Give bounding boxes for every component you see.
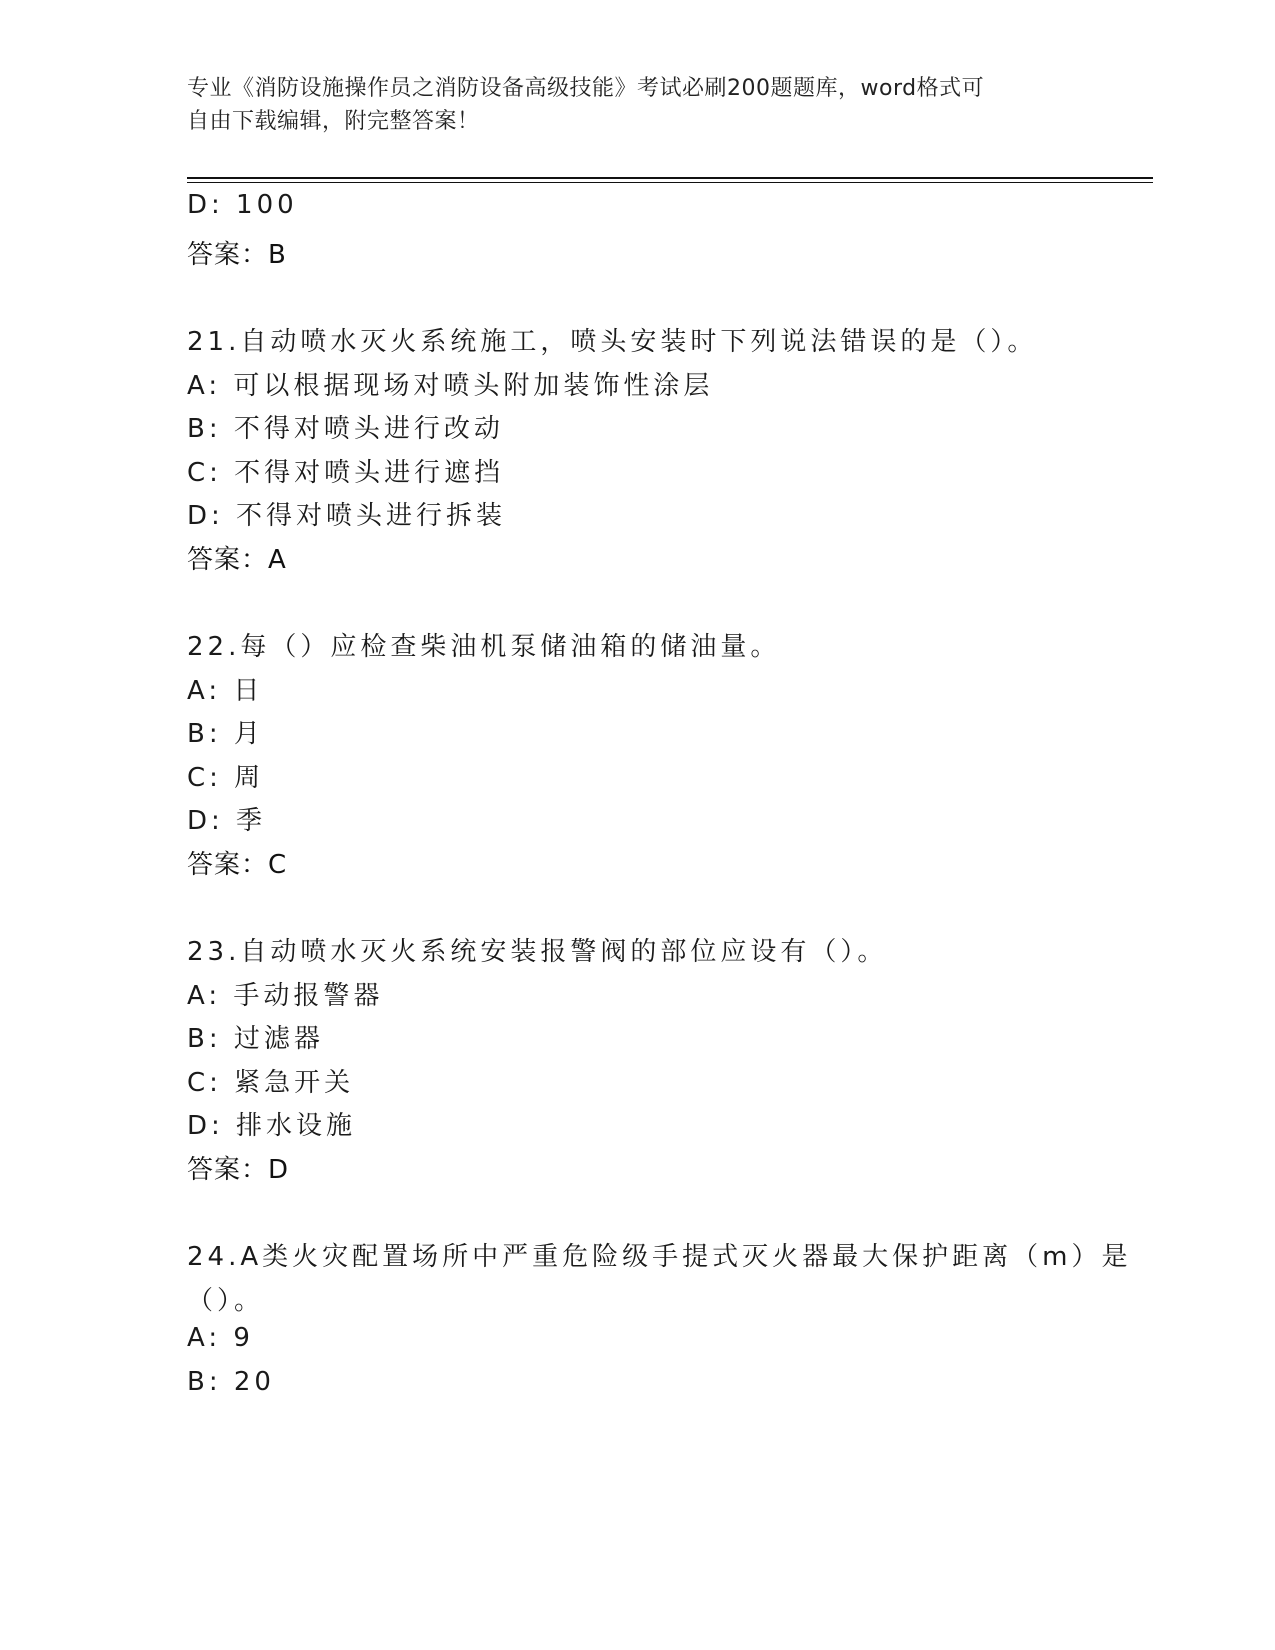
question-22-option-a: A: 日 — [187, 676, 264, 706]
page-header — [187, 72, 1067, 138]
question-23-option-a: A: 手动报警器 — [187, 981, 384, 1011]
question-21-option-b: B: 不得对喷头进行改动 — [187, 414, 504, 444]
question-22-option-d: D: 季 — [187, 806, 267, 836]
question-24-stem-line-2: （）。 — [187, 1286, 265, 1316]
header-rule-thin — [187, 182, 1153, 183]
answer-line: 答案：B — [187, 240, 287, 270]
question-23-option-d: D: 排水设施 — [187, 1111, 357, 1141]
question-22-stem: 22.每（）应检查柴油机泵储油箱的储油量。 — [187, 632, 781, 662]
question-21-option-a: A: 可以根据现场对喷头附加装饰性涂层 — [187, 371, 714, 401]
question-23-stem: 23.自动喷水灭火系统安装报警阀的部位应设有（）。 — [187, 937, 888, 967]
header-line-2: 自由下载编辑，附完整答案！ — [187, 109, 480, 134]
question-21-option-d: D: 不得对喷头进行拆装 — [187, 501, 507, 531]
question-21-answer: 答案：A — [187, 545, 287, 575]
question-22-answer: 答案：C — [187, 850, 288, 880]
question-23-option-c: C: 紧急开关 — [187, 1068, 355, 1098]
question-21-stem: 21.自动喷水灭火系统施工，喷头安装时下列说法错误的是（）。 — [187, 327, 1038, 357]
question-24-option-a: A: 9 — [187, 1323, 254, 1353]
question-22-option-b: B: 月 — [187, 719, 264, 749]
question-24-option-b: B: 20 — [187, 1367, 275, 1397]
question-21-option-c: C: 不得对喷头进行遮挡 — [187, 458, 505, 488]
option-d: D: 100 — [187, 190, 298, 220]
question-23-answer: 答案：D — [187, 1155, 290, 1185]
question-22-option-c: C: 周 — [187, 763, 265, 793]
question-23-option-b: B: 过滤器 — [187, 1024, 324, 1054]
question-24-stem-line-1: 24.A类火灾配置场所中严重危险级手提式灭火器最大保护距离（m）是 — [187, 1242, 1132, 1272]
header-line-1: 专业《消防设施操作员之消防设备高级技能》考试必刷200题题库，word格式可 — [187, 76, 985, 101]
header-rule-thick — [187, 177, 1153, 179]
